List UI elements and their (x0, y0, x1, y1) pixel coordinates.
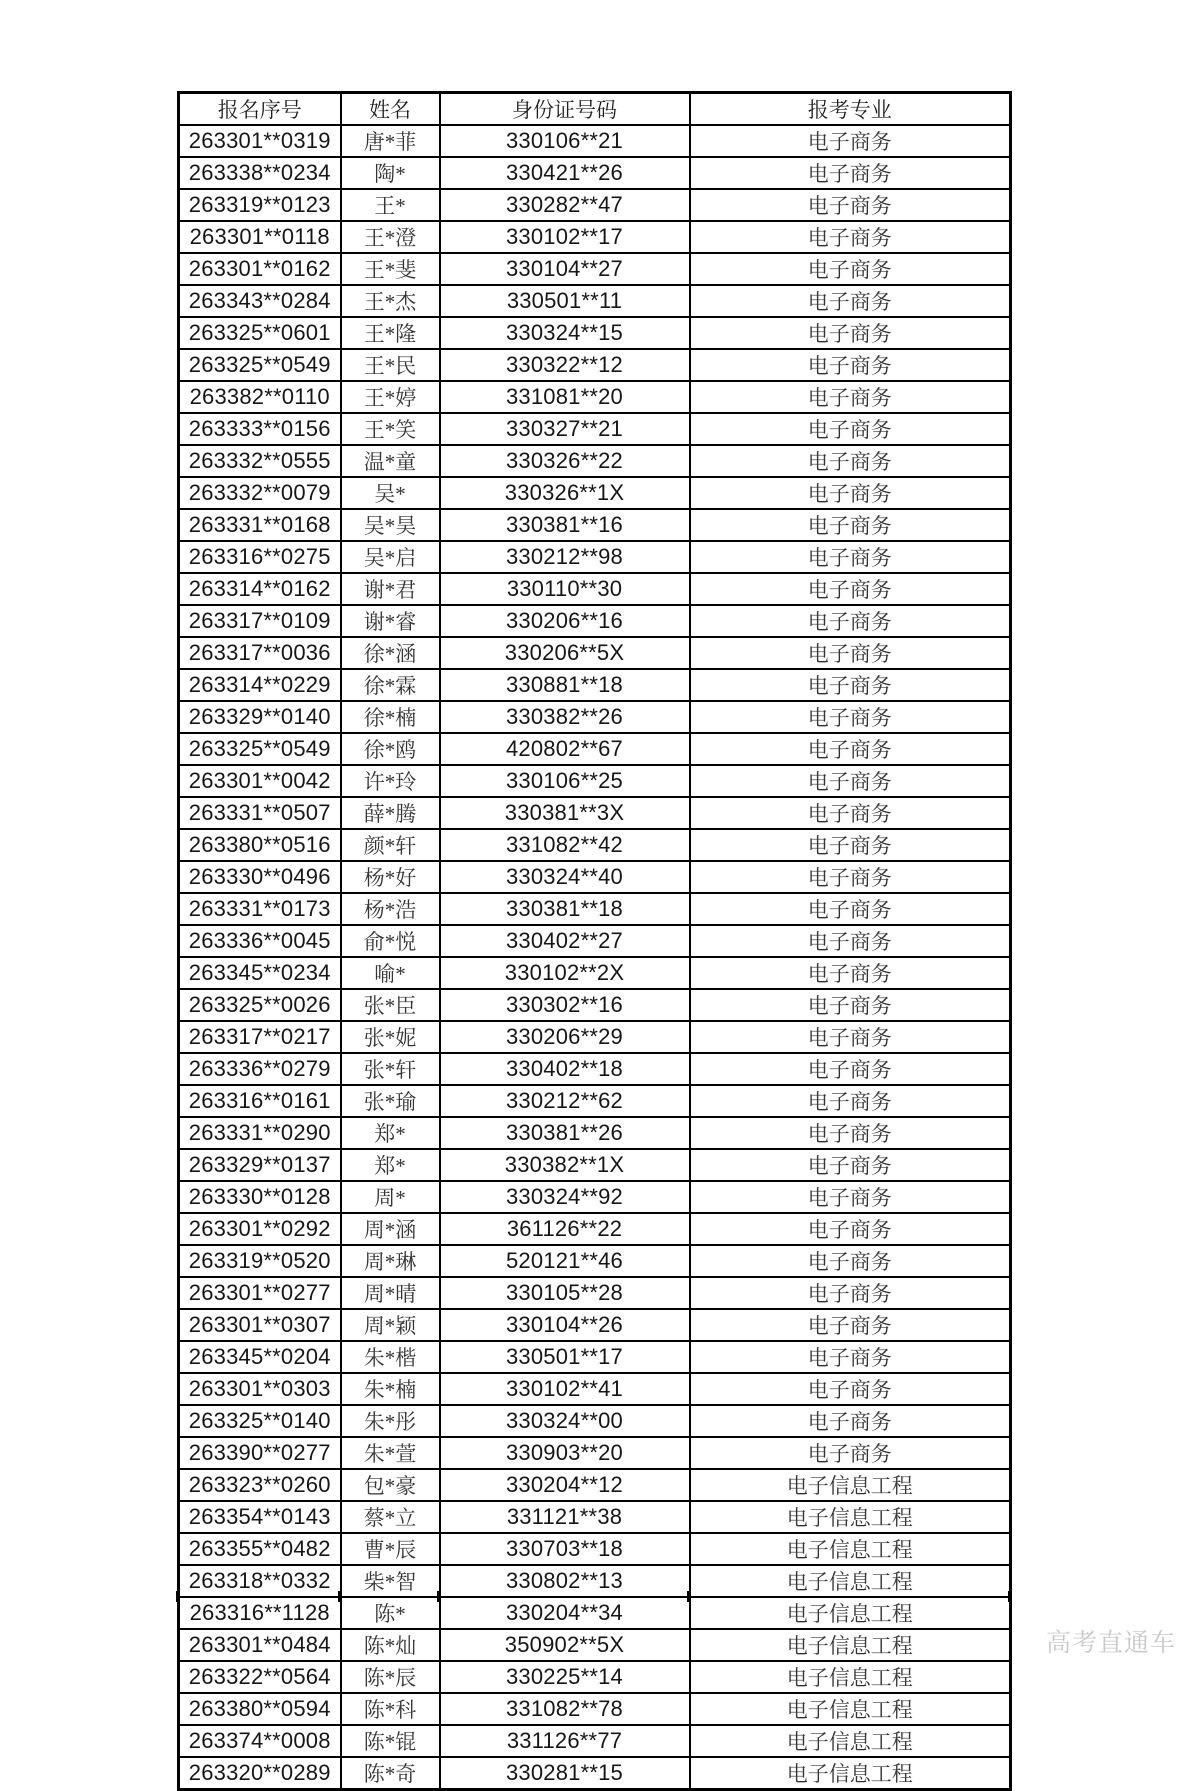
id-number-cell: 331082**42 (440, 829, 690, 861)
id-number-cell: 330104**27 (440, 253, 690, 285)
header-registration-number: 报名序号 (179, 93, 341, 126)
major-cell: 电子商务 (690, 541, 1011, 573)
registration-number-cell: 263330**0128 (179, 1181, 341, 1213)
major-cell: 电子信息工程 (690, 1725, 1011, 1757)
registration-number-cell: 263332**0555 (179, 445, 341, 477)
table-row (179, 1757, 1011, 1790)
name-cell: 陈*奇 (341, 1757, 440, 1790)
id-number-cell: 330703**18 (440, 1533, 690, 1565)
id-number-cell: 330110**30 (440, 573, 690, 605)
id-number-cell: 330327**21 (440, 413, 690, 445)
id-number-cell: 330324**15 (440, 317, 690, 349)
registration-number-cell: 263319**0520 (179, 1245, 341, 1277)
registration-number-cell: 263329**0140 (179, 701, 341, 733)
id-number-cell: 330104**26 (440, 1309, 690, 1341)
id-number-cell: 330324**40 (440, 861, 690, 893)
id-number-cell: 330106**21 (440, 125, 690, 157)
id-number-cell: 330204**12 (440, 1469, 690, 1501)
registration-number-cell: 263301**0162 (179, 253, 341, 285)
table-row (179, 1501, 1011, 1533)
name-cell: 张*瑜 (341, 1085, 440, 1117)
table-row (179, 1181, 1011, 1213)
table-row (179, 1533, 1011, 1565)
id-number-cell: 330102**2X (440, 957, 690, 989)
header-major: 报考专业 (690, 93, 1011, 126)
registration-number-cell: 263316**0161 (179, 1085, 341, 1117)
registration-number-cell: 263323**0260 (179, 1469, 341, 1501)
registration-number-cell: 263330**0496 (179, 861, 341, 893)
table-row (179, 1245, 1011, 1277)
table-row (179, 157, 1011, 189)
id-number-cell: 330382**1X (440, 1149, 690, 1181)
registration-number-cell: 263301**0319 (179, 125, 341, 157)
name-cell: 周* (341, 1181, 440, 1213)
table-body (179, 125, 1011, 1790)
major-cell: 电子商务 (690, 573, 1011, 605)
name-cell: 王*斐 (341, 253, 440, 285)
name-cell: 周*琳 (341, 1245, 440, 1277)
major-cell: 电子商务 (690, 1117, 1011, 1149)
major-cell: 电子信息工程 (690, 1693, 1011, 1725)
table-row (179, 989, 1011, 1021)
id-number-cell: 330326**22 (440, 445, 690, 477)
registration-number-cell: 263354**0143 (179, 1501, 341, 1533)
name-cell: 王*笑 (341, 413, 440, 445)
major-cell: 电子商务 (690, 861, 1011, 893)
id-number-cell: 520121**46 (440, 1245, 690, 1277)
registration-number-cell: 263355**0482 (179, 1533, 341, 1565)
table-row (179, 477, 1011, 509)
id-number-cell: 330212**62 (440, 1085, 690, 1117)
id-number-cell: 330881**18 (440, 669, 690, 701)
major-cell: 电子商务 (690, 1277, 1011, 1309)
table-row (179, 189, 1011, 221)
id-number-cell: 331081**20 (440, 381, 690, 413)
table-row (179, 1373, 1011, 1405)
name-cell: 周*晴 (341, 1277, 440, 1309)
major-cell: 电子商务 (690, 1021, 1011, 1053)
table-row (179, 1725, 1011, 1757)
cutoff-stub-col2 (437, 1591, 439, 1602)
table-row (179, 381, 1011, 413)
major-cell: 电子商务 (690, 317, 1011, 349)
major-cell: 电子商务 (690, 829, 1011, 861)
id-number-cell: 330204**34 (440, 1597, 690, 1629)
registration-number-cell: 263336**0045 (179, 925, 341, 957)
id-number-cell: 330326**1X (440, 477, 690, 509)
major-cell: 电子商务 (690, 189, 1011, 221)
table-row (179, 797, 1011, 829)
registration-number-cell: 263331**0173 (179, 893, 341, 925)
name-cell: 郑* (341, 1149, 440, 1181)
table-row (179, 413, 1011, 445)
table-row (179, 1117, 1011, 1149)
table-row (179, 1149, 1011, 1181)
major-cell: 电子信息工程 (690, 1757, 1011, 1790)
registration-number-cell: 263316**0275 (179, 541, 341, 573)
name-cell: 徐*楠 (341, 701, 440, 733)
id-number-cell: 330802**13 (440, 1565, 690, 1597)
cutoff-stub-col3 (687, 1591, 689, 1602)
name-cell: 王*澄 (341, 221, 440, 253)
registration-number-cell: 263331**0168 (179, 509, 341, 541)
name-cell: 王*杰 (341, 285, 440, 317)
table-row (179, 1277, 1011, 1309)
header-name: 姓名 (341, 93, 440, 126)
registration-number-cell: 263325**0549 (179, 349, 341, 381)
table-row (179, 445, 1011, 477)
id-number-cell: 330102**17 (440, 221, 690, 253)
major-cell: 电子商务 (690, 925, 1011, 957)
table-row (179, 1661, 1011, 1693)
registration-number-cell: 263325**0601 (179, 317, 341, 349)
major-cell: 电子商务 (690, 893, 1011, 925)
registration-number-cell: 263331**0290 (179, 1117, 341, 1149)
major-cell: 电子商务 (690, 957, 1011, 989)
cutoff-stub-right (1008, 1591, 1011, 1602)
major-cell: 电子商务 (690, 413, 1011, 445)
table-row (179, 1341, 1011, 1373)
registration-number-cell: 263319**0123 (179, 189, 341, 221)
name-cell: 张*轩 (341, 1053, 440, 1085)
major-cell: 电子商务 (690, 349, 1011, 381)
registration-number-cell: 263322**0564 (179, 1661, 341, 1693)
name-cell: 张*妮 (341, 1021, 440, 1053)
table-row (179, 1693, 1011, 1725)
registration-number-cell: 263317**0217 (179, 1021, 341, 1053)
registration-number-cell: 263301**0277 (179, 1277, 341, 1309)
registration-number-cell: 263314**0162 (179, 573, 341, 605)
registration-number-cell: 263333**0156 (179, 413, 341, 445)
registration-number-cell: 263325**0549 (179, 733, 341, 765)
name-cell: 周*颖 (341, 1309, 440, 1341)
name-cell: 谢*君 (341, 573, 440, 605)
major-cell: 电子商务 (690, 1405, 1011, 1437)
name-cell: 徐*霖 (341, 669, 440, 701)
name-cell: 吴*昊 (341, 509, 440, 541)
major-cell: 电子商务 (690, 509, 1011, 541)
name-cell: 柴*智 (341, 1565, 440, 1597)
major-cell: 电子商务 (690, 1309, 1011, 1341)
id-number-cell: 330324**00 (440, 1405, 690, 1437)
name-cell: 王*隆 (341, 317, 440, 349)
registration-number-cell: 263317**0109 (179, 605, 341, 637)
registration-number-cell: 263345**0204 (179, 1341, 341, 1373)
major-cell: 电子商务 (690, 669, 1011, 701)
id-number-cell: 330105**28 (440, 1277, 690, 1309)
registration-number-cell: 263331**0507 (179, 797, 341, 829)
registration-number-cell: 263301**0118 (179, 221, 341, 253)
major-cell: 电子商务 (690, 1213, 1011, 1245)
id-number-cell: 330206**29 (440, 1021, 690, 1053)
name-cell: 陈*灿 (341, 1629, 440, 1661)
major-cell: 电子商务 (690, 445, 1011, 477)
name-cell: 周*涵 (341, 1213, 440, 1245)
registration-number-cell: 263316**1128 (179, 1597, 341, 1629)
major-cell: 电子商务 (690, 765, 1011, 797)
registration-number-cell: 263301**0484 (179, 1629, 341, 1661)
id-number-cell: 330102**41 (440, 1373, 690, 1405)
table-row (179, 1437, 1011, 1469)
major-cell: 电子商务 (690, 1437, 1011, 1469)
name-cell: 徐*鸥 (341, 733, 440, 765)
major-cell: 电子商务 (690, 1373, 1011, 1405)
major-cell: 电子商务 (690, 221, 1011, 253)
name-cell: 包*豪 (341, 1469, 440, 1501)
table-row (179, 1565, 1011, 1597)
major-cell: 电子商务 (690, 605, 1011, 637)
registration-number-cell: 263317**0036 (179, 637, 341, 669)
name-cell: 朱*萱 (341, 1437, 440, 1469)
id-number-cell: 331121**38 (440, 1501, 690, 1533)
table-row (179, 925, 1011, 957)
id-number-cell: 331082**78 (440, 1693, 690, 1725)
cutoff-stub-left (176, 1591, 179, 1602)
id-number-cell: 330381**16 (440, 509, 690, 541)
id-number-cell: 330501**17 (440, 1341, 690, 1373)
table-row (179, 317, 1011, 349)
id-number-cell: 330302**16 (440, 989, 690, 1021)
major-cell: 电子商务 (690, 1053, 1011, 1085)
table-row (179, 253, 1011, 285)
table-row (179, 1309, 1011, 1341)
table-row (179, 125, 1011, 157)
major-cell: 电子信息工程 (690, 1629, 1011, 1661)
name-cell: 吴* (341, 477, 440, 509)
table-row (179, 957, 1011, 989)
name-cell: 喻* (341, 957, 440, 989)
table-row (179, 1213, 1011, 1245)
id-number-cell: 330501**11 (440, 285, 690, 317)
id-number-cell: 330381**26 (440, 1117, 690, 1149)
table-row (179, 893, 1011, 925)
name-cell: 朱*楠 (341, 1373, 440, 1405)
major-cell: 电子商务 (690, 701, 1011, 733)
name-cell: 王*民 (341, 349, 440, 381)
applicants-table (177, 91, 1012, 1791)
major-cell: 电子商务 (690, 125, 1011, 157)
major-cell: 电子商务 (690, 1149, 1011, 1181)
id-number-cell: 330225**14 (440, 1661, 690, 1693)
table-row (179, 221, 1011, 253)
id-number-cell: 330106**25 (440, 765, 690, 797)
major-cell: 电子商务 (690, 285, 1011, 317)
major-cell: 电子信息工程 (690, 1661, 1011, 1693)
registration-number-cell: 263318**0332 (179, 1565, 341, 1597)
name-cell: 唐*菲 (341, 125, 440, 157)
id-number-cell: 330206**5X (440, 637, 690, 669)
id-number-cell: 350902**5X (440, 1629, 690, 1661)
name-cell: 许*玲 (341, 765, 440, 797)
registration-number-cell: 263345**0234 (179, 957, 341, 989)
table-row (179, 349, 1011, 381)
id-number-cell: 330402**27 (440, 925, 690, 957)
major-cell: 电子商务 (690, 157, 1011, 189)
registration-number-cell: 263325**0140 (179, 1405, 341, 1437)
id-number-cell: 330903**20 (440, 1437, 690, 1469)
major-cell: 电子商务 (690, 1341, 1011, 1373)
name-cell: 郑* (341, 1117, 440, 1149)
major-cell: 电子商务 (690, 797, 1011, 829)
major-cell: 电子商务 (690, 253, 1011, 285)
table-row (179, 573, 1011, 605)
registration-number-cell: 263329**0137 (179, 1149, 341, 1181)
major-cell: 电子商务 (690, 381, 1011, 413)
id-number-cell: 330382**26 (440, 701, 690, 733)
name-cell: 王* (341, 189, 440, 221)
major-cell: 电子商务 (690, 1245, 1011, 1277)
table-header-row (179, 93, 1011, 126)
table-row (179, 637, 1011, 669)
major-cell: 电子商务 (690, 1085, 1011, 1117)
name-cell: 陶* (341, 157, 440, 189)
registration-number-cell: 263343**0284 (179, 285, 341, 317)
registration-number-cell: 263320**0289 (179, 1757, 341, 1790)
id-number-cell: 330421**26 (440, 157, 690, 189)
registration-number-cell: 263301**0303 (179, 1373, 341, 1405)
name-cell: 朱*彤 (341, 1405, 440, 1437)
name-cell: 杨*好 (341, 861, 440, 893)
registration-number-cell: 263382**0110 (179, 381, 341, 413)
id-number-cell: 330381**3X (440, 797, 690, 829)
registration-number-cell: 263301**0042 (179, 765, 341, 797)
name-cell: 杨*浩 (341, 893, 440, 925)
name-cell: 徐*涵 (341, 637, 440, 669)
registration-number-cell: 263301**0307 (179, 1309, 341, 1341)
name-cell: 陈*科 (341, 1693, 440, 1725)
name-cell: 王*婷 (341, 381, 440, 413)
major-cell: 电子信息工程 (690, 1533, 1011, 1565)
name-cell: 陈*辰 (341, 1661, 440, 1693)
table-row (179, 1085, 1011, 1117)
id-number-cell: 330281**15 (440, 1757, 690, 1790)
table-row (179, 1469, 1011, 1501)
major-cell: 电子信息工程 (690, 1501, 1011, 1533)
name-cell: 朱*楷 (341, 1341, 440, 1373)
id-number-cell: 330322**12 (440, 349, 690, 381)
table-row (179, 669, 1011, 701)
major-cell: 电子信息工程 (690, 1565, 1011, 1597)
name-cell: 曹*辰 (341, 1533, 440, 1565)
registration-number-cell: 263332**0079 (179, 477, 341, 509)
registration-number-cell: 263325**0026 (179, 989, 341, 1021)
table-row (179, 829, 1011, 861)
table-row (179, 861, 1011, 893)
table-row (179, 605, 1011, 637)
id-number-cell: 330324**92 (440, 1181, 690, 1213)
major-cell: 电子信息工程 (690, 1597, 1011, 1629)
major-cell: 电子商务 (690, 477, 1011, 509)
header-id-number: 身份证号码 (440, 93, 690, 126)
id-number-cell: 330212**98 (440, 541, 690, 573)
major-cell: 电子商务 (690, 733, 1011, 765)
name-cell: 俞*悦 (341, 925, 440, 957)
registration-number-cell: 263390**0277 (179, 1437, 341, 1469)
id-number-cell: 330381**18 (440, 893, 690, 925)
id-number-cell: 330402**18 (440, 1053, 690, 1085)
cutoff-stub-col1 (338, 1591, 340, 1602)
table-row (179, 701, 1011, 733)
table-row (179, 285, 1011, 317)
registration-number-cell: 263380**0594 (179, 1693, 341, 1725)
major-cell: 电子信息工程 (690, 1469, 1011, 1501)
table-row (179, 1597, 1011, 1629)
table-row (179, 1053, 1011, 1085)
id-number-cell: 361126**22 (440, 1213, 690, 1245)
registration-number-cell: 263336**0279 (179, 1053, 341, 1085)
name-cell: 蔡*立 (341, 1501, 440, 1533)
name-cell: 陈*锟 (341, 1725, 440, 1757)
id-number-cell: 330282**47 (440, 189, 690, 221)
watermark: 高考直通车 (1046, 1630, 1177, 1657)
major-cell: 电子商务 (690, 989, 1011, 1021)
registration-number-cell: 263338**0234 (179, 157, 341, 189)
name-cell: 颜*轩 (341, 829, 440, 861)
name-cell: 薛*腾 (341, 797, 440, 829)
name-cell: 张*臣 (341, 989, 440, 1021)
id-number-cell: 420802**67 (440, 733, 690, 765)
registration-number-cell: 263380**0516 (179, 829, 341, 861)
major-cell: 电子商务 (690, 637, 1011, 669)
registration-number-cell: 263374**0008 (179, 1725, 341, 1757)
name-cell: 温*童 (341, 445, 440, 477)
table-row (179, 1629, 1011, 1661)
table-row (179, 733, 1011, 765)
table-row (179, 509, 1011, 541)
name-cell: 谢*睿 (341, 605, 440, 637)
name-cell: 吴*启 (341, 541, 440, 573)
id-number-cell: 330206**16 (440, 605, 690, 637)
name-cell: 陈* (341, 1597, 440, 1629)
table-row (179, 1021, 1011, 1053)
major-cell: 电子商务 (690, 1181, 1011, 1213)
registration-number-cell: 263314**0229 (179, 669, 341, 701)
table-row (179, 765, 1011, 797)
table-row (179, 541, 1011, 573)
table-row (179, 1405, 1011, 1437)
id-number-cell: 331126**77 (440, 1725, 690, 1757)
registration-number-cell: 263301**0292 (179, 1213, 341, 1245)
